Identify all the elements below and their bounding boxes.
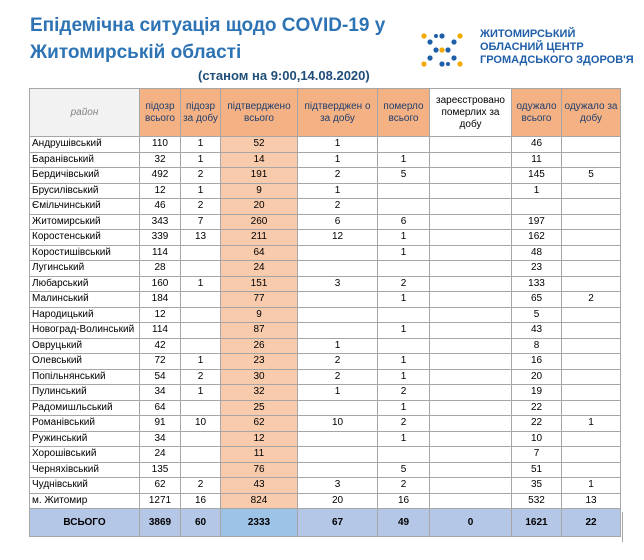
table-cell: 32 — [140, 152, 181, 168]
table-cell: 10 — [181, 416, 221, 432]
table-cell — [430, 493, 512, 509]
table-cell: 260 — [221, 214, 298, 230]
table-cell — [430, 338, 512, 354]
report-date: (станом на 9:00,14.08.2020) — [198, 68, 370, 83]
table-cell: 191 — [221, 168, 298, 184]
table-cell: 2 — [298, 168, 378, 184]
table-cell — [298, 323, 378, 339]
table-cell: 20 — [221, 199, 298, 215]
table-cell — [181, 338, 221, 354]
table-cell — [562, 245, 621, 261]
col-confirmed-total: підтверджено всього — [221, 89, 298, 137]
table-cell — [378, 338, 430, 354]
district-name: Житомирський — [30, 214, 140, 230]
table-cell: 11 — [512, 152, 562, 168]
logo-line-2: ОБЛАСНИЙ ЦЕНТР — [480, 41, 584, 53]
table-cell — [430, 199, 512, 215]
table-cell: 16 — [181, 493, 221, 509]
table-cell: 5 — [512, 307, 562, 323]
col-deaths-total: померло всього — [378, 89, 430, 137]
col-district: район — [30, 89, 140, 137]
table-row — [30, 137, 621, 153]
table-cell: 532 — [512, 493, 562, 509]
table-cell — [430, 478, 512, 494]
table-cell: 10 — [298, 416, 378, 432]
table-row — [30, 245, 621, 261]
district-name: Овруцький — [30, 338, 140, 354]
table-cell: 24 — [221, 261, 298, 277]
table-cell: 1 — [562, 416, 621, 432]
table-row — [30, 230, 621, 246]
table-cell: 77 — [221, 292, 298, 308]
table-cell — [562, 400, 621, 416]
district-name: Хорошівський — [30, 447, 140, 463]
table-cell: 43 — [221, 478, 298, 494]
table-cell: 162 — [512, 230, 562, 246]
table-cell — [430, 431, 512, 447]
table-row — [30, 416, 621, 432]
table-cell: 12 — [221, 431, 298, 447]
district-name: Брусилівський — [30, 183, 140, 199]
logo-line-3: ГРОМАДСЬКОГО ЗДОРОВ'Я — [480, 54, 634, 66]
table-cell: 14 — [221, 152, 298, 168]
table-cell: 7 — [512, 447, 562, 463]
district-name: Ємільчинський — [30, 199, 140, 215]
table-cell: 91 — [140, 416, 181, 432]
col-recovered-day: одужало за добу — [562, 89, 621, 137]
table-cell — [562, 462, 621, 478]
table-row — [30, 307, 621, 323]
table-cell: 3 — [298, 276, 378, 292]
table-cell: 12 — [140, 183, 181, 199]
table-cell: 13 — [562, 493, 621, 509]
table-cell: 23 — [221, 354, 298, 370]
total-cell: 3869 — [140, 509, 181, 537]
table-cell: 6 — [298, 214, 378, 230]
table-cell: 145 — [512, 168, 562, 184]
table-cell — [181, 292, 221, 308]
district-name: Коростишівський — [30, 245, 140, 261]
col-suspected-day: підозр за добу — [181, 89, 221, 137]
table-cell: 2 — [378, 276, 430, 292]
table-cell — [562, 338, 621, 354]
table-cell: 65 — [512, 292, 562, 308]
table-row — [30, 261, 621, 277]
table-cell: 114 — [140, 323, 181, 339]
table-cell: 1271 — [140, 493, 181, 509]
district-name: Любарський — [30, 276, 140, 292]
table-row — [30, 152, 621, 168]
table-cell: 24 — [140, 447, 181, 463]
table-cell — [430, 416, 512, 432]
table-cell — [378, 199, 430, 215]
table-cell — [430, 323, 512, 339]
table-cell: 62 — [140, 478, 181, 494]
table-cell — [430, 307, 512, 323]
total-row — [30, 509, 621, 537]
table-cell: 52 — [221, 137, 298, 153]
table-cell — [562, 152, 621, 168]
district-name: Бердичівський — [30, 168, 140, 184]
table-cell — [298, 307, 378, 323]
table-cell: 151 — [221, 276, 298, 292]
table-cell: 34 — [140, 385, 181, 401]
table-row — [30, 369, 621, 385]
table-cell: 16 — [378, 493, 430, 509]
table-cell — [181, 261, 221, 277]
table-cell: 19 — [512, 385, 562, 401]
table-cell: 1 — [378, 431, 430, 447]
table-row — [30, 183, 621, 199]
table-cell: 1 — [512, 183, 562, 199]
col-recovered-total: одужало всього — [512, 89, 562, 137]
table-cell: 1 — [378, 369, 430, 385]
table-cell: 1 — [378, 400, 430, 416]
table-cell: 1 — [298, 385, 378, 401]
table-cell: 1 — [378, 152, 430, 168]
table-cell — [181, 400, 221, 416]
table-cell: 2 — [562, 292, 621, 308]
table-cell — [562, 276, 621, 292]
table-cell: 34 — [140, 431, 181, 447]
table-cell: 824 — [221, 493, 298, 509]
table-cell: 184 — [140, 292, 181, 308]
district-name: Новоград-Волинський — [30, 323, 140, 339]
table-cell — [430, 183, 512, 199]
district-name: Черняхівський — [30, 462, 140, 478]
table-cell — [562, 137, 621, 153]
table-cell: 43 — [512, 323, 562, 339]
phc-logo-icon — [418, 30, 466, 70]
table-cell: 72 — [140, 354, 181, 370]
total-cell: 60 — [181, 509, 221, 537]
table-cell: 9 — [221, 183, 298, 199]
table-cell: 28 — [140, 261, 181, 277]
table-cell: 197 — [512, 214, 562, 230]
table-cell — [430, 230, 512, 246]
table-cell: 76 — [221, 462, 298, 478]
district-name: Радомишльський — [30, 400, 140, 416]
table-cell — [562, 261, 621, 277]
table-cell: 1 — [378, 245, 430, 261]
table-cell: 12 — [140, 307, 181, 323]
table-cell: 5 — [562, 168, 621, 184]
table-cell — [298, 261, 378, 277]
col-confirmed-day: підтверджен о за добу — [298, 89, 378, 137]
table-cell — [181, 307, 221, 323]
table-cell: 54 — [140, 369, 181, 385]
district-name: Коростенський — [30, 230, 140, 246]
table-cell: 8 — [512, 338, 562, 354]
table-cell: 1 — [181, 354, 221, 370]
district-name: Ружинський — [30, 431, 140, 447]
table-cell — [562, 369, 621, 385]
covid-stats-table — [29, 88, 621, 537]
table-cell — [378, 307, 430, 323]
table-cell — [430, 261, 512, 277]
table-cell — [562, 183, 621, 199]
table-cell: 1 — [298, 338, 378, 354]
table-cell: 2 — [378, 478, 430, 494]
table-cell — [298, 431, 378, 447]
table-cell: 1 — [378, 354, 430, 370]
table-cell — [298, 462, 378, 478]
district-name: Андрушівський — [30, 137, 140, 153]
total-cell: 1621 — [512, 509, 562, 537]
organization-name — [480, 28, 640, 67]
table-cell: 11 — [221, 447, 298, 463]
table-cell: 2 — [298, 199, 378, 215]
table-row — [30, 462, 621, 478]
table-cell: 114 — [140, 245, 181, 261]
table-cell — [430, 447, 512, 463]
district-name: м. Житомир — [30, 493, 140, 509]
table-cell: 1 — [562, 478, 621, 494]
table-row — [30, 385, 621, 401]
table-cell: 1 — [181, 276, 221, 292]
total-cell: 0 — [430, 509, 512, 537]
table-cell: 13 — [181, 230, 221, 246]
table-cell: 42 — [140, 338, 181, 354]
table-cell: 1 — [181, 137, 221, 153]
table-cell — [562, 354, 621, 370]
table-cell — [430, 354, 512, 370]
page-title: Епідемічна ситуація щодо COVID-19 у Житомирській області — [30, 15, 386, 63]
table-cell: 343 — [140, 214, 181, 230]
table-row — [30, 168, 621, 184]
table-cell: 23 — [512, 261, 562, 277]
district-name: Романівський — [30, 416, 140, 432]
table-cell: 1 — [378, 292, 430, 308]
table-cell: 2 — [378, 416, 430, 432]
table-cell — [430, 214, 512, 230]
table-cell: 12 — [298, 230, 378, 246]
table-cell — [430, 276, 512, 292]
table-cell — [430, 369, 512, 385]
table-cell: 1 — [298, 152, 378, 168]
table-cell: 2 — [181, 168, 221, 184]
table-row — [30, 214, 621, 230]
table-cell — [562, 323, 621, 339]
district-name: Чуднівський — [30, 478, 140, 494]
table-cell — [512, 199, 562, 215]
district-name: Народицький — [30, 307, 140, 323]
table-cell: 2 — [181, 199, 221, 215]
table-cell: 5 — [378, 462, 430, 478]
table-row — [30, 199, 621, 215]
total-cell: 49 — [378, 509, 430, 537]
table-row — [30, 478, 621, 494]
table-cell: 2 — [181, 369, 221, 385]
table-cell — [562, 199, 621, 215]
table-cell — [378, 261, 430, 277]
table-cell: 35 — [512, 478, 562, 494]
table-cell: 5 — [378, 168, 430, 184]
table-cell: 1 — [378, 230, 430, 246]
table-row — [30, 354, 621, 370]
table-cell: 133 — [512, 276, 562, 292]
table-cell: 2 — [298, 354, 378, 370]
table-cell: 25 — [221, 400, 298, 416]
table-cell: 32 — [221, 385, 298, 401]
table-cell: 64 — [140, 400, 181, 416]
district-name: Пулинський — [30, 385, 140, 401]
total-cell: 2333 — [221, 509, 298, 537]
table-cell — [181, 245, 221, 261]
table-cell: 1 — [298, 137, 378, 153]
table-cell: 1 — [378, 323, 430, 339]
table-cell — [378, 137, 430, 153]
table-row — [30, 493, 621, 509]
table-cell: 2 — [298, 369, 378, 385]
table-cell — [378, 447, 430, 463]
table-cell: 10 — [512, 431, 562, 447]
table-cell: 6 — [378, 214, 430, 230]
table-cell — [562, 214, 621, 230]
table-cell — [430, 292, 512, 308]
table-cell: 62 — [221, 416, 298, 432]
table-cell: 2 — [378, 385, 430, 401]
table-cell — [181, 323, 221, 339]
table-cell — [430, 152, 512, 168]
table-cell: 1 — [181, 183, 221, 199]
district-name: Попільнянський — [30, 369, 140, 385]
table-cell — [181, 447, 221, 463]
table-cell: 20 — [512, 369, 562, 385]
table-row — [30, 400, 621, 416]
table-cell — [430, 137, 512, 153]
total-cell: 67 — [298, 509, 378, 537]
header-row — [30, 89, 621, 137]
table-cell: 110 — [140, 137, 181, 153]
table-cell — [298, 447, 378, 463]
table-cell: 48 — [512, 245, 562, 261]
table-cell: 16 — [512, 354, 562, 370]
table-cell: 64 — [221, 245, 298, 261]
table-cell — [181, 431, 221, 447]
table-cell: 26 — [221, 338, 298, 354]
total-cell: 22 — [562, 509, 621, 537]
table-cell: 1 — [181, 385, 221, 401]
table-cell: 46 — [140, 199, 181, 215]
table-cell: 160 — [140, 276, 181, 292]
table-cell: 87 — [221, 323, 298, 339]
table-cell: 339 — [140, 230, 181, 246]
table-cell — [562, 230, 621, 246]
divider — [622, 512, 623, 542]
table-cell — [430, 245, 512, 261]
district-name: Баранівський — [30, 152, 140, 168]
table-cell: 51 — [512, 462, 562, 478]
table-cell: 9 — [221, 307, 298, 323]
table-cell — [298, 292, 378, 308]
table-cell: 1 — [298, 183, 378, 199]
table-cell — [430, 462, 512, 478]
col-deaths-day: зареєстровано померлих за добу — [430, 89, 512, 137]
col-suspected-total: підозр всього — [140, 89, 181, 137]
table-cell: 7 — [181, 214, 221, 230]
district-name: Лугинський — [30, 261, 140, 277]
table-cell: 492 — [140, 168, 181, 184]
table-cell: 2 — [181, 478, 221, 494]
table-cell: 30 — [221, 369, 298, 385]
table-cell — [378, 183, 430, 199]
table-cell — [181, 462, 221, 478]
table-row — [30, 338, 621, 354]
table-cell — [562, 307, 621, 323]
logo-line-1: ЖИТОМИРСЬКИЙ — [480, 28, 576, 40]
table-cell: 46 — [512, 137, 562, 153]
table-cell — [562, 447, 621, 463]
table-cell — [298, 400, 378, 416]
table-row — [30, 447, 621, 463]
table-cell — [562, 385, 621, 401]
table-cell: 22 — [512, 400, 562, 416]
total-label: ВСЬОГО — [30, 509, 140, 537]
table-cell — [430, 168, 512, 184]
table-cell: 1 — [181, 152, 221, 168]
table-row — [30, 292, 621, 308]
district-name: Олевський — [30, 354, 140, 370]
table-cell — [562, 431, 621, 447]
table-row — [30, 431, 621, 447]
table-cell: 211 — [221, 230, 298, 246]
table-cell: 20 — [298, 493, 378, 509]
table-cell — [430, 400, 512, 416]
table-row — [30, 276, 621, 292]
table-cell: 135 — [140, 462, 181, 478]
table-row — [30, 323, 621, 339]
district-name: Малинський — [30, 292, 140, 308]
table-cell: 3 — [298, 478, 378, 494]
table-cell — [430, 385, 512, 401]
table-cell: 22 — [512, 416, 562, 432]
table-cell — [298, 245, 378, 261]
